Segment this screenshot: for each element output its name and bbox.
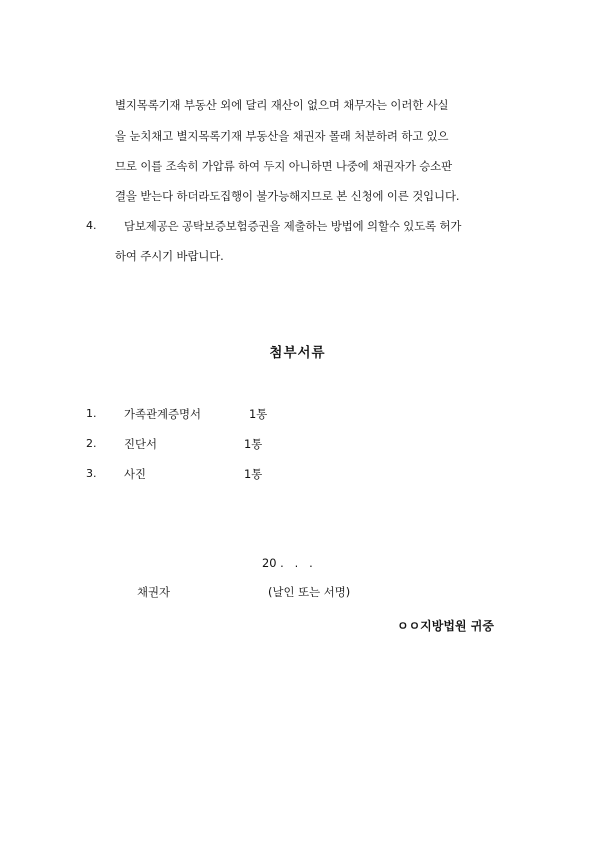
- attachment-2-count: 1통: [244, 437, 263, 451]
- creditor-label: 채권자: [137, 585, 171, 599]
- court-addressee: ㅇㅇ지방법원 귀중: [397, 619, 494, 633]
- body-line-1: 별지목록기재 부동산 외에 달리 재산이 없으며 채무자는 이러한 사실: [115, 98, 449, 112]
- body-line-2: 을 눈치채고 별지목록기재 부동산을 채권자 몰래 처분하려 하고 있으: [115, 129, 449, 143]
- seal-note: (날인 또는 서명): [268, 585, 351, 599]
- attachment-3-number: 3.: [86, 467, 97, 480]
- attachment-1-number: 1.: [86, 407, 97, 420]
- attachment-2-name: 진단서: [124, 437, 158, 451]
- attachment-1-name: 가족관계증명서: [124, 407, 202, 421]
- filing-date: 20 . . .: [262, 556, 313, 570]
- attachment-3-name: 사진: [124, 467, 147, 481]
- attachment-3-count: 1통: [244, 467, 263, 481]
- body-line-3: 므로 이를 조속히 가압류 하여 두지 아니하면 나중에 채권자가 승소판: [115, 159, 452, 173]
- item-4-number: 4.: [86, 219, 97, 232]
- attachment-2-number: 2.: [86, 437, 97, 450]
- item-4-line-1: 담보제공은 공탁보증보험증권을 제출하는 방법에 의할수 있도록 허가: [124, 219, 462, 233]
- attachment-1-count: 1통: [249, 407, 268, 421]
- body-line-4: 결을 받는다 하더라도집행이 불가능해지므로 본 신청에 이른 것입니다.: [115, 189, 460, 203]
- item-4-line-2: 하여 주시기 바랍니다.: [115, 249, 224, 263]
- attachments-heading: 첨부서류: [269, 345, 326, 361]
